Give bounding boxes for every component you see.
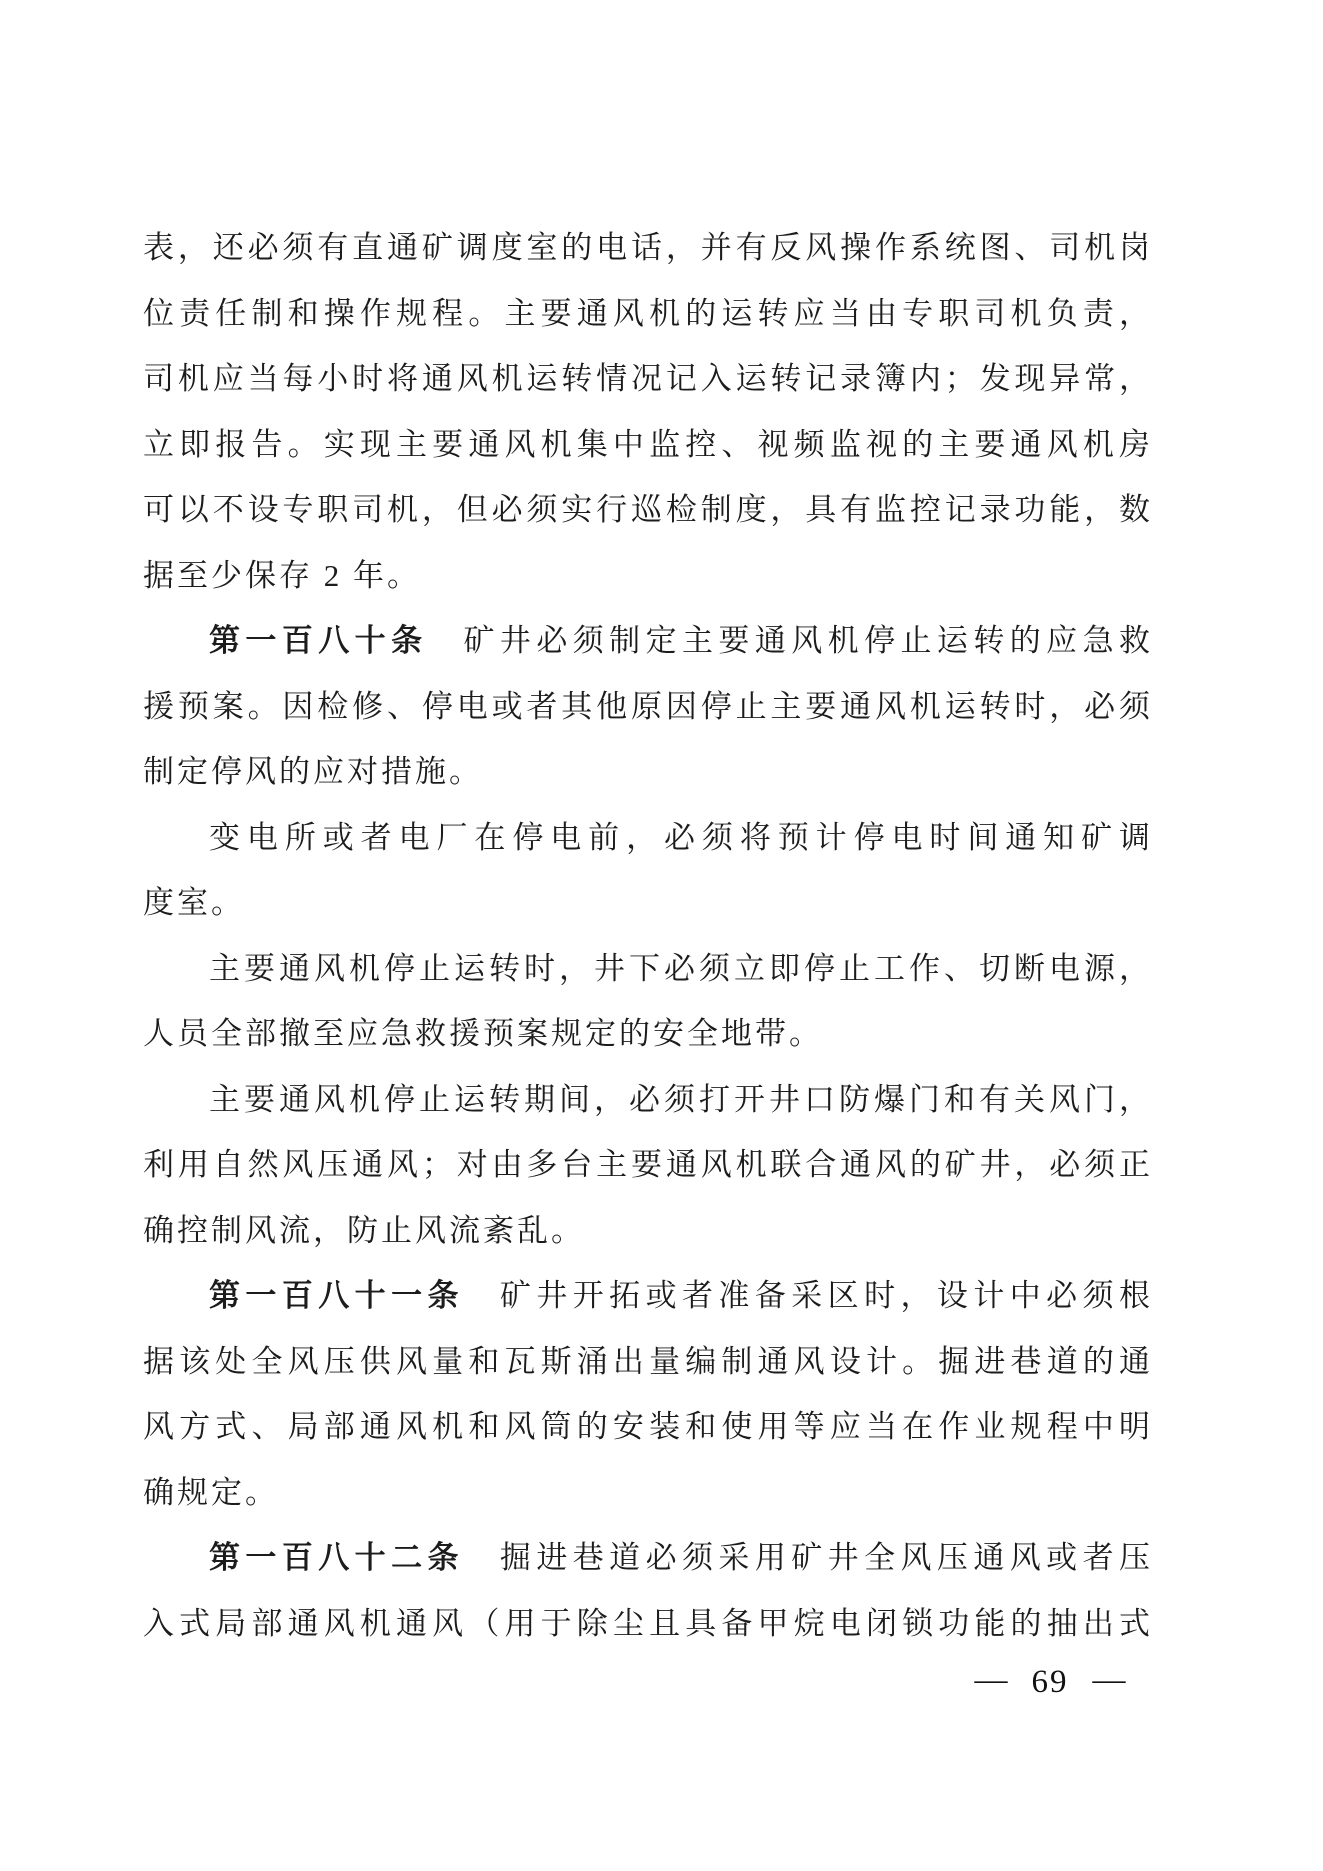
page-footer (940, 1652, 1160, 1712)
text-line (143, 674, 1153, 740)
line-text: 司机应当每小时将通风机运转情况记入运转记录簿内；发现异常， (143, 361, 1153, 396)
text-line (143, 936, 1153, 1002)
line-text: 入式局部通风机通风（用于除尘且具备甲烷电闭锁功能的抽出式 (143, 1605, 1153, 1641)
text-line (143, 1132, 1153, 1198)
text-line (143, 805, 1153, 871)
line-text: 变电所或者电厂在停电前，必须将预计停电时间通知矿调 (209, 819, 1153, 855)
line-text: 人员全部撤至应急救援预案规定的安全地带。 (143, 1016, 823, 1051)
text-line (143, 739, 1153, 805)
article-number-heading: 第一百八十二条 (209, 1540, 464, 1575)
text-line (143, 477, 1153, 543)
text-line (143, 281, 1153, 347)
text-line (143, 412, 1153, 478)
article-number-heading: 第一百八十条 (209, 623, 428, 658)
line-text: 矿井必须制定主要通风机停止运转的应急救 (463, 623, 1153, 658)
line-text: 主要通风机停止运转时，井下必须立即停止工作、切断电源， (209, 950, 1153, 986)
line-text: 表，还必须有直通矿调度室的电话，并有反风操作系统图、司机岗 (143, 230, 1153, 265)
text-line (143, 346, 1153, 412)
line-text: 主要通风机停止运转期间，必须打开井口防爆门和有关风门， (209, 1081, 1153, 1117)
page-number: 69 (1031, 1663, 1069, 1700)
text-line (143, 1067, 1153, 1133)
text-line (143, 1198, 1153, 1264)
line-text: 确规定。 (143, 1474, 279, 1510)
text-line (143, 1001, 1153, 1067)
text-line (143, 1329, 1153, 1395)
text-line (143, 215, 1153, 281)
text-line (143, 1263, 1153, 1329)
text-line (143, 870, 1153, 936)
line-text: 确控制风流，防止风流紊乱。 (143, 1212, 585, 1248)
line-text: 援预案。因检修、停电或者其他原因停止主要通风机运转时，必须 (143, 688, 1153, 724)
text-line (143, 1394, 1153, 1460)
line-text: 据该处全风压供风量和瓦斯涌出量编制通风设计。掘进巷道的通 (143, 1343, 1153, 1379)
line-text: 位责任制和操作规程。主要通风机的运转应当由专职司机负责， (143, 295, 1153, 331)
text-line (143, 1591, 1153, 1657)
line-text: 立即报告。实现主要通风机集中监控、视频监视的主要通风机房 (143, 426, 1153, 462)
text-line (143, 543, 1153, 609)
line-text: 矿井开拓或者准备采区时，设计中必须根 (499, 1278, 1154, 1313)
text-line (143, 608, 1153, 674)
line-text: 风方式、局部通风机和风筒的安装和使用等应当在作业规程中明 (143, 1409, 1153, 1444)
line-text: 据至少保存 2 年。 (143, 557, 421, 593)
footer-dash-left: — (974, 1661, 1008, 1698)
line-text: 度室。 (143, 885, 245, 920)
article-number-heading: 第一百八十一条 (209, 1278, 464, 1313)
text-line (143, 1460, 1153, 1526)
text-block (143, 215, 1153, 1656)
line-text: 制定停风的应对措施。 (143, 754, 483, 789)
line-text: 利用自然风压通风；对由多台主要通风机联合通风的矿井，必须正 (143, 1147, 1153, 1182)
text-line (143, 1525, 1153, 1591)
footer-dash-right: — (1092, 1661, 1126, 1698)
line-text: 掘进巷道必须采用矿井全风压通风或者压 (499, 1540, 1154, 1575)
line-text: 可以不设专职司机，但必须实行巡检制度，具有监控记录功能，数 (143, 492, 1153, 527)
